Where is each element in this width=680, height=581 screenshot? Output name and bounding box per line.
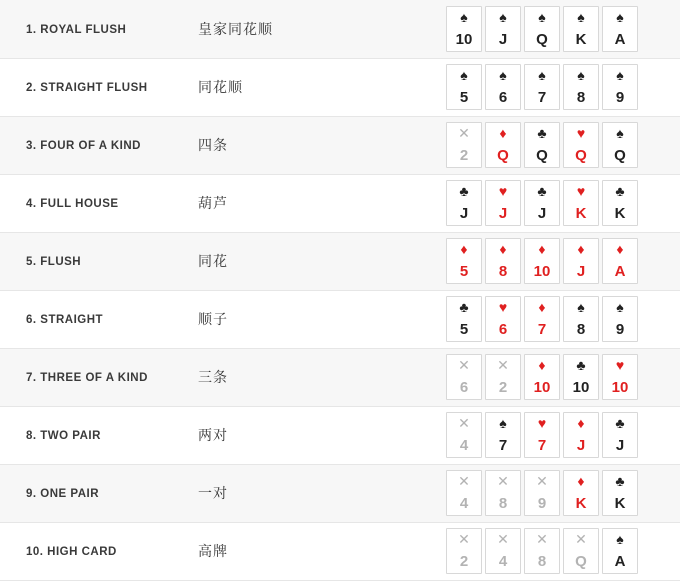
card-rank-label: Q bbox=[575, 147, 587, 164]
card-row bbox=[336, 412, 680, 458]
playing-card bbox=[602, 470, 638, 516]
card-rank-label: 4 bbox=[459, 495, 469, 512]
card-rank-label: J bbox=[537, 205, 547, 222]
rank-chinese-cell bbox=[186, 406, 336, 464]
none-suit-icon: ✕ bbox=[458, 125, 470, 141]
club-suit-icon: ♣ bbox=[459, 183, 469, 199]
playing-card bbox=[524, 528, 560, 574]
card-rank-label: 6 bbox=[459, 379, 469, 396]
diamond-suit-icon: ♦ bbox=[577, 473, 585, 489]
spade-suit-icon: ♠ bbox=[538, 67, 546, 83]
table-row bbox=[0, 290, 680, 348]
playing-card bbox=[563, 238, 599, 284]
rank-name-cell bbox=[0, 406, 186, 464]
playing-card bbox=[563, 122, 599, 168]
card-rank-label: 10 bbox=[533, 379, 551, 396]
card-rank-label: K bbox=[614, 205, 626, 222]
rank-chinese-label: 同花顺 bbox=[198, 79, 243, 95]
spade-suit-icon: ♠ bbox=[577, 67, 585, 83]
rank-chinese-cell bbox=[186, 0, 336, 58]
rank-chinese-label: 皇家同花顺 bbox=[198, 20, 273, 37]
diamond-suit-icon: ♦ bbox=[499, 125, 507, 141]
card-rank-label: 10 bbox=[611, 379, 629, 396]
playing-card bbox=[602, 528, 638, 574]
rank-chinese-label: 四条 bbox=[198, 137, 228, 153]
playing-card bbox=[524, 122, 560, 168]
table-row bbox=[0, 174, 680, 232]
playing-card bbox=[485, 296, 521, 342]
rank-chinese-cell bbox=[186, 58, 336, 116]
rank-name-label: 6. STRAIGHT bbox=[26, 314, 104, 326]
playing-card bbox=[524, 296, 560, 342]
rank-name-label: 4. FULL HOUSE bbox=[26, 198, 119, 210]
example-cards-cell bbox=[336, 58, 680, 116]
playing-card bbox=[563, 64, 599, 110]
heart-suit-icon: ♥ bbox=[537, 415, 547, 431]
rank-chinese-label: 两对 bbox=[198, 427, 228, 443]
card-rank-label: 5 bbox=[459, 321, 469, 338]
diamond-suit-icon: ♦ bbox=[538, 241, 546, 257]
card-row bbox=[336, 238, 680, 284]
rank-name-cell bbox=[0, 232, 186, 290]
card-rank-label: J bbox=[615, 437, 625, 454]
spade-suit-icon: ♠ bbox=[577, 8, 585, 25]
example-cards-cell bbox=[336, 406, 680, 464]
playing-card bbox=[485, 122, 521, 168]
rank-name-label: 2. STRAIGHT FLUSH bbox=[26, 82, 148, 94]
rank-chinese-cell bbox=[186, 232, 336, 290]
rank-chinese-label: 三条 bbox=[198, 369, 228, 385]
table-row bbox=[0, 232, 680, 290]
playing-card bbox=[485, 6, 521, 52]
playing-card bbox=[524, 64, 560, 110]
table-row bbox=[0, 522, 680, 580]
card-rank-label: Q bbox=[536, 30, 548, 48]
card-rank-label: Q bbox=[497, 147, 509, 164]
playing-card bbox=[602, 6, 638, 52]
playing-card bbox=[602, 354, 638, 400]
playing-card bbox=[446, 180, 482, 226]
card-rank-label: 8 bbox=[498, 263, 508, 280]
playing-card bbox=[446, 296, 482, 342]
card-rank-label: 7 bbox=[498, 437, 508, 454]
card-row bbox=[336, 470, 680, 516]
table-row bbox=[0, 348, 680, 406]
card-rank-label: 9 bbox=[615, 321, 625, 338]
card-rank-label: 2 bbox=[459, 147, 469, 164]
rank-name-cell bbox=[0, 174, 186, 232]
card-rank-label: J bbox=[576, 263, 586, 280]
card-rank-label: 7 bbox=[537, 321, 547, 338]
playing-card bbox=[446, 412, 482, 458]
rank-name-cell bbox=[0, 58, 186, 116]
heart-suit-icon: ♥ bbox=[576, 125, 586, 141]
card-row bbox=[336, 180, 680, 226]
example-cards-cell bbox=[336, 0, 680, 58]
playing-card bbox=[602, 238, 638, 284]
heart-suit-icon: ♥ bbox=[576, 183, 586, 199]
playing-card bbox=[446, 122, 482, 168]
rank-name-label: 7. THREE OF A KIND bbox=[26, 372, 148, 384]
diamond-suit-icon: ♦ bbox=[538, 357, 546, 373]
card-rank-label: 8 bbox=[576, 89, 586, 106]
rank-chinese-label: 葫芦 bbox=[198, 195, 228, 211]
none-suit-icon: ✕ bbox=[536, 531, 548, 547]
rank-name-label: 1. ROYAL FLUSH bbox=[26, 23, 127, 36]
rank-name-cell bbox=[0, 522, 186, 580]
playing-card bbox=[602, 296, 638, 342]
card-row bbox=[336, 122, 680, 168]
spade-suit-icon: ♠ bbox=[616, 8, 624, 25]
heart-suit-icon: ♥ bbox=[615, 357, 625, 373]
playing-card bbox=[524, 470, 560, 516]
club-suit-icon: ♣ bbox=[615, 473, 625, 489]
rank-chinese-label: 一对 bbox=[198, 485, 228, 501]
rank-chinese-cell bbox=[186, 116, 336, 174]
card-row bbox=[336, 296, 680, 342]
card-rank-label: 5 bbox=[459, 89, 469, 106]
club-suit-icon: ♣ bbox=[537, 125, 547, 141]
none-suit-icon: ✕ bbox=[458, 473, 470, 489]
club-suit-icon: ♣ bbox=[576, 357, 586, 373]
heart-suit-icon: ♥ bbox=[498, 183, 508, 199]
playing-card bbox=[563, 296, 599, 342]
none-suit-icon: ✕ bbox=[497, 531, 509, 547]
card-rank-label: 7 bbox=[537, 437, 547, 454]
example-cards-cell bbox=[336, 522, 680, 580]
rank-name-label: 8. TWO PAIR bbox=[26, 430, 101, 442]
playing-card bbox=[602, 412, 638, 458]
rank-name-label: 3. FOUR OF A KIND bbox=[26, 140, 141, 152]
example-cards-cell bbox=[336, 116, 680, 174]
card-rank-label: 5 bbox=[459, 263, 469, 280]
spade-suit-icon: ♠ bbox=[499, 415, 507, 431]
rank-name-label: 10. HIGH CARD bbox=[26, 546, 117, 558]
rank-name-cell bbox=[0, 290, 186, 348]
diamond-suit-icon: ♦ bbox=[460, 241, 468, 257]
card-rank-label: 8 bbox=[576, 321, 586, 338]
card-rank-label: 10 bbox=[533, 263, 551, 280]
card-rank-label: K bbox=[575, 205, 587, 222]
card-rank-label: J bbox=[576, 437, 586, 454]
playing-card bbox=[602, 180, 638, 226]
rank-name-cell bbox=[0, 348, 186, 406]
table-row bbox=[0, 116, 680, 174]
playing-card bbox=[602, 64, 638, 110]
none-suit-icon: ✕ bbox=[536, 473, 548, 489]
rank-chinese-cell bbox=[186, 522, 336, 580]
card-row bbox=[336, 354, 680, 400]
card-rank-label: 4 bbox=[459, 437, 469, 454]
playing-card bbox=[602, 122, 638, 168]
playing-card bbox=[485, 470, 521, 516]
card-rank-label: 8 bbox=[537, 553, 547, 570]
diamond-suit-icon: ♦ bbox=[577, 415, 585, 431]
card-rank-label: 9 bbox=[615, 89, 625, 106]
spade-suit-icon: ♠ bbox=[499, 8, 507, 25]
playing-card bbox=[524, 180, 560, 226]
none-suit-icon: ✕ bbox=[497, 473, 509, 489]
playing-card bbox=[485, 64, 521, 110]
playing-card bbox=[563, 470, 599, 516]
table-row bbox=[0, 58, 680, 116]
rank-name-cell bbox=[0, 0, 186, 58]
example-cards-cell bbox=[336, 174, 680, 232]
diamond-suit-icon: ♦ bbox=[538, 299, 546, 315]
playing-card bbox=[524, 354, 560, 400]
card-rank-label: A bbox=[614, 553, 626, 570]
table-row bbox=[0, 464, 680, 522]
card-rank-label: Q bbox=[536, 147, 548, 164]
card-rank-label: 8 bbox=[498, 495, 508, 512]
none-suit-icon: ✕ bbox=[458, 531, 470, 547]
card-rank-label: K bbox=[614, 495, 626, 512]
rank-chinese-label: 顺子 bbox=[198, 311, 228, 327]
playing-card bbox=[563, 412, 599, 458]
card-rank-label: J bbox=[498, 30, 508, 48]
rank-chinese-cell bbox=[186, 348, 336, 406]
example-cards-cell bbox=[336, 290, 680, 348]
card-rank-label: 2 bbox=[459, 553, 469, 570]
example-cards-cell bbox=[336, 464, 680, 522]
spade-suit-icon: ♠ bbox=[616, 299, 624, 315]
rank-chinese-cell bbox=[186, 174, 336, 232]
card-rank-label: 4 bbox=[498, 553, 508, 570]
none-suit-icon: ✕ bbox=[575, 531, 587, 547]
playing-card bbox=[485, 528, 521, 574]
playing-card bbox=[563, 354, 599, 400]
card-rank-label: J bbox=[459, 205, 469, 222]
playing-card bbox=[446, 238, 482, 284]
spade-suit-icon: ♠ bbox=[577, 299, 585, 315]
playing-card bbox=[524, 412, 560, 458]
rank-chinese-label: 高牌 bbox=[198, 543, 228, 559]
card-rank-label: 6 bbox=[498, 321, 508, 338]
rank-name-label: 5. FLUSH bbox=[26, 256, 82, 268]
spade-suit-icon: ♠ bbox=[616, 125, 624, 141]
none-suit-icon: ✕ bbox=[458, 415, 470, 431]
playing-card bbox=[446, 470, 482, 516]
card-rank-label: 2 bbox=[498, 379, 508, 396]
none-suit-icon: ✕ bbox=[497, 357, 509, 373]
card-rank-label: 9 bbox=[537, 495, 547, 512]
diamond-suit-icon: ♦ bbox=[577, 241, 585, 257]
rank-chinese-label: 同花 bbox=[198, 253, 228, 269]
rank-chinese-cell bbox=[186, 464, 336, 522]
rank-name-cell bbox=[0, 116, 186, 174]
club-suit-icon: ♣ bbox=[537, 183, 547, 199]
spade-suit-icon: ♠ bbox=[499, 67, 507, 83]
club-suit-icon: ♣ bbox=[615, 415, 625, 431]
card-rank-label: 10 bbox=[455, 30, 473, 48]
rank-chinese-cell bbox=[186, 290, 336, 348]
none-suit-icon: ✕ bbox=[458, 357, 470, 373]
card-rank-label: 7 bbox=[537, 89, 547, 106]
card-rank-label: Q bbox=[575, 553, 587, 570]
card-rank-label: Q bbox=[614, 147, 626, 164]
card-row bbox=[336, 64, 680, 110]
heart-suit-icon: ♥ bbox=[498, 299, 508, 315]
example-cards-cell bbox=[336, 348, 680, 406]
rank-name-label: 9. ONE PAIR bbox=[26, 488, 100, 500]
playing-card bbox=[485, 180, 521, 226]
spade-suit-icon: ♠ bbox=[460, 67, 468, 83]
spade-suit-icon: ♠ bbox=[616, 67, 624, 83]
playing-card bbox=[563, 528, 599, 574]
playing-card bbox=[446, 64, 482, 110]
club-suit-icon: ♣ bbox=[615, 183, 625, 199]
spade-suit-icon: ♠ bbox=[616, 531, 624, 547]
card-rank-label: K bbox=[575, 30, 587, 48]
card-rank-label: J bbox=[498, 205, 508, 222]
playing-card bbox=[446, 6, 482, 52]
playing-card bbox=[446, 528, 482, 574]
card-rank-label: K bbox=[575, 495, 587, 512]
spade-suit-icon: ♠ bbox=[538, 8, 546, 25]
playing-card bbox=[563, 180, 599, 226]
playing-card bbox=[446, 354, 482, 400]
table-row bbox=[0, 0, 680, 58]
playing-card bbox=[524, 238, 560, 284]
card-row bbox=[336, 6, 680, 52]
rank-name-cell bbox=[0, 464, 186, 522]
card-rank-label: 10 bbox=[572, 379, 590, 396]
card-rank-label: A bbox=[614, 263, 626, 280]
card-rank-label: 6 bbox=[498, 89, 508, 106]
diamond-suit-icon: ♦ bbox=[616, 241, 624, 257]
diamond-suit-icon: ♦ bbox=[499, 241, 507, 257]
playing-card bbox=[563, 6, 599, 52]
card-row bbox=[336, 528, 680, 574]
playing-card bbox=[485, 354, 521, 400]
spade-suit-icon: ♠ bbox=[460, 8, 468, 25]
club-suit-icon: ♣ bbox=[459, 299, 469, 315]
playing-card bbox=[524, 6, 560, 52]
playing-card bbox=[485, 412, 521, 458]
table-row bbox=[0, 406, 680, 464]
example-cards-cell bbox=[336, 232, 680, 290]
playing-card bbox=[485, 238, 521, 284]
card-rank-label: A bbox=[614, 30, 626, 48]
